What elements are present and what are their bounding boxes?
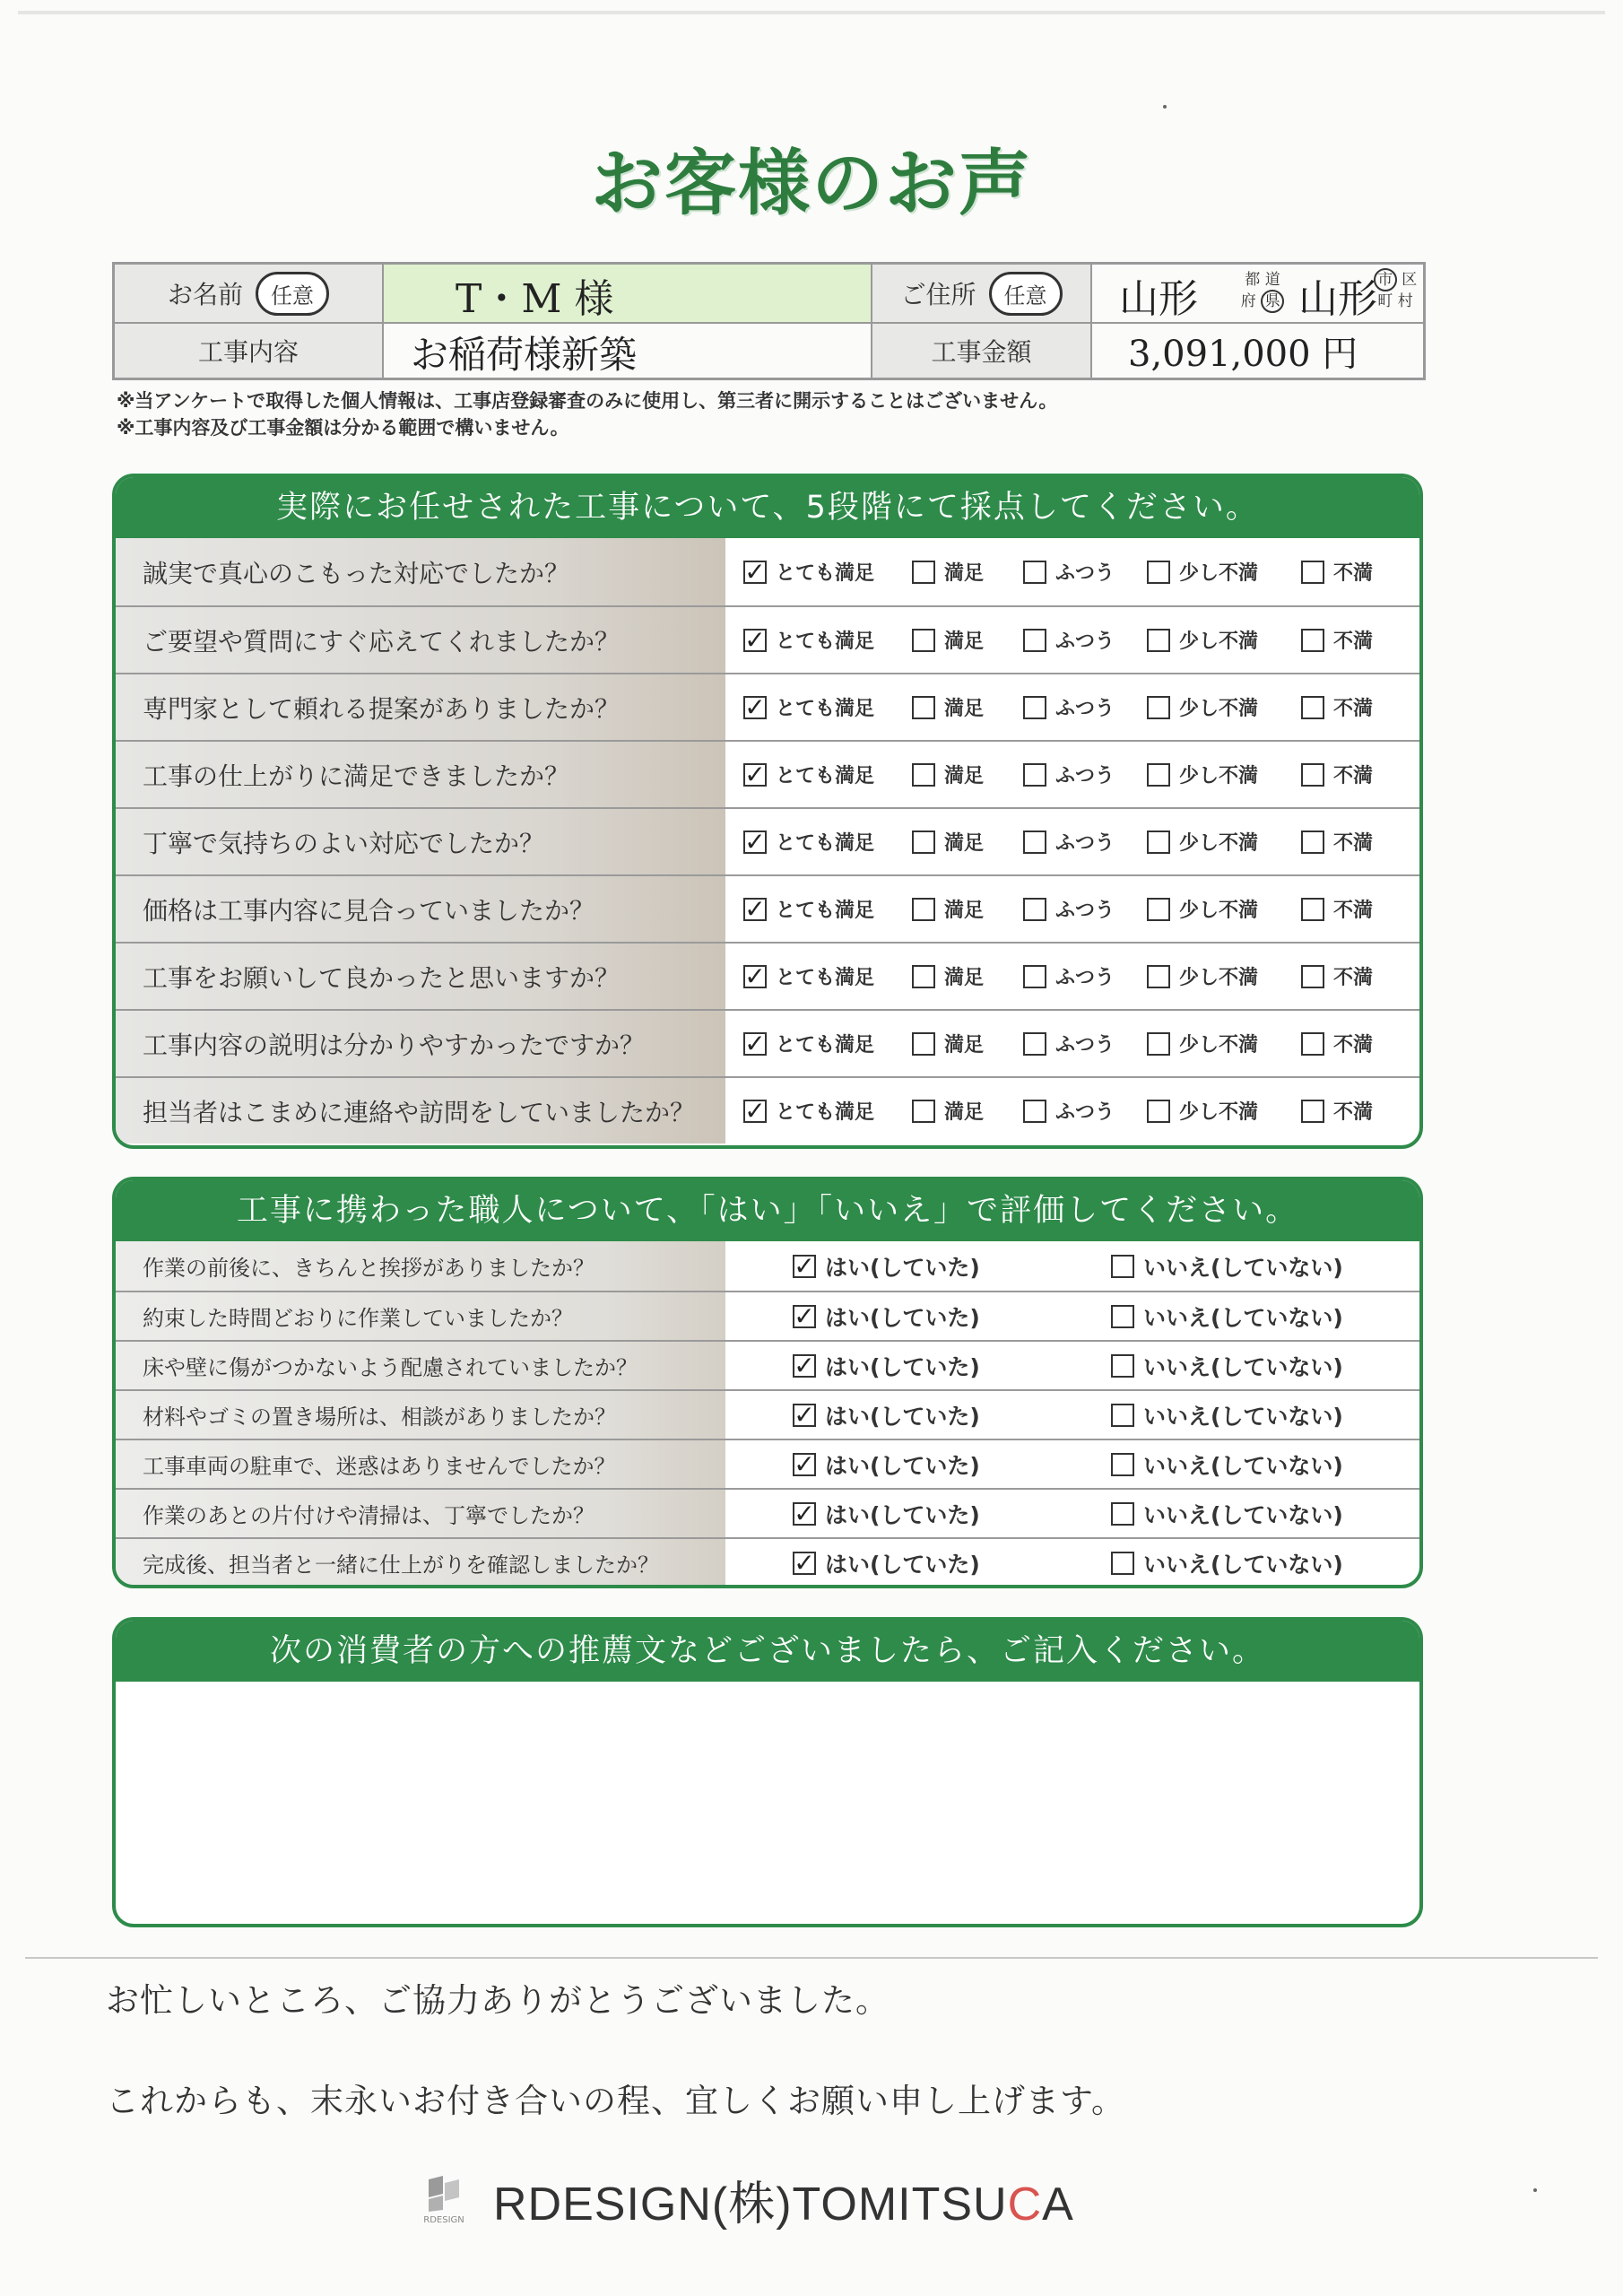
checkbox[interactable]: [1147, 965, 1170, 988]
rating-option[interactable]: [1301, 1097, 1373, 1125]
craftsman-row: [116, 1389, 1419, 1439]
rating-option[interactable]: [1301, 828, 1373, 856]
rating-row: [116, 673, 1419, 740]
work-value: お稲荷様新築: [411, 333, 638, 377]
rating-option-label: ふつう: [1055, 967, 1115, 989]
craftsman-question: 床や壁に傷がつかないよう配慮されていましたか？: [116, 1342, 725, 1389]
checkbox[interactable]: [912, 1100, 935, 1123]
checkbox[interactable]: [1301, 1100, 1324, 1123]
checkbox[interactable]: ✓: [744, 556, 766, 587]
rating-option[interactable]: [1301, 1030, 1373, 1057]
address-label-cell: [872, 265, 1092, 322]
craftsman-question: 作業のあとの片付けや清掃は、丁寧でしたか？: [116, 1490, 725, 1537]
prefecture-circled: 県: [1261, 290, 1284, 313]
customer-info-table: [112, 262, 1426, 380]
rating-option-label: 満足: [944, 967, 985, 989]
rating-option-label: とても満足: [776, 832, 875, 855]
rating-option-label: とても満足: [776, 1034, 875, 1057]
checkbox[interactable]: [1147, 1100, 1170, 1123]
rating-option-label: 不満: [1333, 967, 1374, 989]
no-option[interactable]: [1111, 1300, 1343, 1333]
rating-option[interactable]: [912, 626, 984, 654]
name-value: T・M 様: [456, 276, 614, 322]
rating-rows: [116, 538, 1419, 1144]
checkbox[interactable]: [1147, 1032, 1170, 1056]
checkbox[interactable]: [1111, 1502, 1134, 1526]
yes-label: はい(していた): [825, 1501, 980, 1528]
yes-label: はい(していた): [825, 1403, 980, 1430]
craftsman-row: [116, 1241, 1419, 1291]
craftsman-row: [116, 1439, 1419, 1488]
rating-option-label: とても満足: [776, 1101, 875, 1124]
rating-option[interactable]: [743, 761, 874, 788]
craftsman-section-heading: 工事に携わった職人について、「はい」「いいえ」で評価してください。: [116, 1180, 1419, 1241]
page-title: お客様のお声: [591, 142, 1032, 225]
rating-option[interactable]: [912, 828, 984, 856]
yes-label: はい(していた): [825, 1452, 980, 1479]
rating-option-label: とても満足: [776, 631, 875, 653]
checkbox[interactable]: [1111, 1354, 1134, 1378]
rating-option-label: ふつう: [1055, 765, 1115, 787]
checkbox[interactable]: ✓: [794, 1547, 815, 1578]
checkbox[interactable]: ✓: [794, 1448, 815, 1479]
rating-option-label: とても満足: [776, 900, 875, 922]
rating-option-label: とても満足: [776, 967, 875, 989]
rating-option[interactable]: [743, 626, 874, 654]
yes-option[interactable]: [793, 1250, 980, 1283]
checkbox[interactable]: ✓: [794, 1498, 815, 1528]
no-option[interactable]: [1111, 1250, 1343, 1283]
rating-option[interactable]: [912, 895, 984, 923]
company-accent-letter: C: [1007, 2179, 1043, 2231]
privacy-notes: [117, 387, 1057, 441]
rating-option-label: 少し不満: [1179, 562, 1259, 585]
rating-option-label: ふつう: [1055, 562, 1115, 585]
work-field[interactable]: [384, 324, 872, 378]
rating-option-label: 少し不満: [1179, 1034, 1259, 1057]
rating-question: 工事の仕上がりに満足できましたか？: [116, 742, 725, 807]
rating-section: [112, 474, 1423, 1149]
rating-option-label: とても満足: [776, 765, 875, 787]
checkbox[interactable]: ✓: [744, 759, 766, 789]
rating-option-label: 不満: [1333, 1034, 1374, 1057]
rating-option[interactable]: [743, 962, 874, 990]
craftsman-question: 完成後、担当者と一緒に仕上がりを確認しましたか？: [116, 1539, 725, 1587]
checkbox[interactable]: [1023, 831, 1046, 854]
rating-option-label: 少し不満: [1179, 900, 1259, 922]
craftsman-row: [116, 1488, 1419, 1537]
rating-question: 工事内容の説明は分かりやすかったですか？: [116, 1011, 725, 1076]
checkbox[interactable]: [1111, 1255, 1134, 1278]
craftsman-section: [112, 1177, 1423, 1588]
work-label-cell: [115, 324, 384, 378]
checkbox[interactable]: ✓: [744, 1095, 766, 1126]
rating-option[interactable]: [1301, 558, 1373, 586]
rating-option-label: ふつう: [1055, 900, 1115, 922]
rating-question: 丁寧で気持ちのよい対応でしたか？: [116, 809, 725, 874]
rating-option[interactable]: [1301, 761, 1373, 788]
rating-option-label: 満足: [944, 765, 985, 787]
checkbox[interactable]: ✓: [744, 624, 766, 655]
rating-option[interactable]: [1023, 1097, 1115, 1125]
optional-badge: 任意: [256, 272, 329, 316]
checkbox[interactable]: ✓: [744, 691, 766, 722]
craftsman-question: 材料やゴミの置き場所は、相談がありましたか？: [116, 1391, 725, 1439]
rating-option-label: 不満: [1333, 562, 1374, 585]
rating-option-label: ふつう: [1055, 832, 1115, 855]
yes-option[interactable]: [793, 1300, 980, 1333]
city-type-marks: 市 区 町 村: [1368, 268, 1422, 311]
rating-option[interactable]: [1023, 693, 1115, 721]
craftsman-row: [116, 1537, 1419, 1587]
rating-option[interactable]: [1023, 962, 1115, 990]
checkbox[interactable]: [1111, 1305, 1134, 1328]
prefecture-value: 山形: [1119, 276, 1198, 322]
rating-question: 工事をお願いして良かったと思いますか？: [116, 944, 725, 1009]
rating-option[interactable]: [1147, 1030, 1258, 1057]
rating-option[interactable]: [1023, 828, 1115, 856]
rating-option[interactable]: [1023, 626, 1115, 654]
rating-row: [116, 942, 1419, 1009]
rating-option[interactable]: [743, 693, 874, 721]
no-label: いいえ(していない): [1143, 1254, 1343, 1281]
yes-label: はい(していた): [825, 1551, 980, 1578]
rating-option-label: 満足: [944, 1034, 985, 1057]
recommendation-section-heading: 次の消費者の方への推薦文などございましたら、ご記入ください。: [116, 1621, 1419, 1682]
rating-option[interactable]: [743, 895, 874, 923]
checkbox[interactable]: [1111, 1552, 1134, 1575]
name-field[interactable]: [384, 265, 872, 322]
checkbox[interactable]: [1023, 1100, 1046, 1123]
yes-label: はい(していた): [825, 1254, 980, 1281]
checkbox[interactable]: [1147, 561, 1170, 584]
checkbox[interactable]: ✓: [744, 1028, 766, 1058]
closing-message: これからも、末永いお付き合いの程、宜しくお願い申し上げます。: [106, 2082, 1126, 2120]
checkbox[interactable]: ✓: [794, 1399, 815, 1430]
no-label: いいえ(していない): [1143, 1353, 1343, 1380]
rating-option[interactable]: [1147, 761, 1258, 788]
rating-option-label: 不満: [1333, 1101, 1374, 1124]
rating-row: [116, 874, 1419, 942]
craftsman-question: 約束した時間どおりに作業していましたか？: [116, 1292, 725, 1340]
rating-option[interactable]: [912, 693, 984, 721]
rating-option-label: 不満: [1333, 698, 1374, 720]
rating-option-label: 少し不満: [1179, 698, 1259, 720]
no-option[interactable]: [1111, 1399, 1343, 1431]
rating-option-label: 満足: [944, 1101, 985, 1124]
checkbox[interactable]: [1023, 696, 1046, 719]
rating-option[interactable]: [912, 1097, 984, 1125]
note-line: ※当アンケートで取得した個人情報は、工事店登録審査のみに使用し、第三者に開示することはございません。: [117, 390, 1058, 412]
checkbox[interactable]: [1023, 561, 1046, 584]
amount-value: 3,091,000 円: [1128, 334, 1358, 375]
rating-row: [116, 1076, 1419, 1144]
footer-brand: [421, 2166, 1074, 2233]
rating-option-label: 少し不満: [1179, 765, 1259, 787]
checkbox[interactable]: [1301, 831, 1324, 854]
rating-option-label: 不満: [1333, 631, 1374, 653]
rating-option-label: 満足: [944, 900, 985, 922]
rating-question: 担当者はこまめに連絡や訪問をしていましたか？: [116, 1078, 725, 1144]
company-logo: [421, 2174, 466, 2225]
no-option[interactable]: [1111, 1350, 1343, 1382]
scan-dot: [1163, 105, 1167, 109]
rating-option[interactable]: [1147, 828, 1258, 856]
recommendation-text-area[interactable]: [116, 1682, 1419, 1924]
rating-section-heading: 実際にお任せされた工事について、5段階にて採点してください。: [116, 477, 1419, 538]
rating-question: 誠実で真心のこもった対応でしたか？: [116, 538, 725, 605]
no-option[interactable]: [1111, 1448, 1343, 1481]
checkbox[interactable]: [1301, 763, 1324, 787]
yes-option[interactable]: [793, 1498, 980, 1530]
company-name: RDESIGN(株)TOMITSUCA: [493, 2179, 1074, 2231]
checkbox[interactable]: [1023, 629, 1046, 652]
rating-option-label: ふつう: [1055, 1101, 1115, 1124]
checkbox[interactable]: [1111, 1404, 1134, 1427]
yes-option[interactable]: [793, 1448, 980, 1481]
checkbox[interactable]: ✓: [744, 961, 766, 991]
rating-option-label: 不満: [1333, 832, 1374, 855]
checkbox[interactable]: [1301, 696, 1324, 719]
rating-option-label: 不満: [1333, 765, 1374, 787]
rating-option-label: 少し不満: [1179, 967, 1259, 989]
thanks-message: お忙しいところ、ご協力ありがとうございました。: [106, 1981, 890, 2020]
rdesign-logo-icon: [421, 2174, 466, 2213]
rating-option[interactable]: [912, 761, 984, 788]
optional-badge: 任意: [989, 272, 1063, 316]
note-line: ※工事内容及び工事金額は分かる範囲で構いません。: [117, 417, 569, 439]
rating-row: [116, 605, 1419, 673]
rating-option-label: 満足: [944, 832, 985, 855]
rating-option[interactable]: [912, 1030, 984, 1057]
no-label: いいえ(していない): [1143, 1551, 1343, 1578]
checkbox[interactable]: ✓: [744, 826, 766, 857]
rating-row: [116, 740, 1419, 807]
no-label: いいえ(していない): [1143, 1501, 1343, 1528]
checkbox[interactable]: [912, 629, 935, 652]
yes-option[interactable]: [793, 1350, 980, 1382]
rating-option[interactable]: [1023, 761, 1115, 788]
rating-option[interactable]: [1301, 626, 1373, 654]
rating-option[interactable]: [743, 1030, 874, 1057]
no-option[interactable]: [1111, 1547, 1343, 1579]
checkbox[interactable]: [1301, 1032, 1324, 1056]
name-label-cell: [115, 265, 384, 322]
rating-option[interactable]: [1301, 693, 1373, 721]
city-circled: 市: [1374, 268, 1397, 291]
checkbox[interactable]: [912, 696, 935, 719]
rating-option-label: 少し不満: [1179, 832, 1259, 855]
rating-option[interactable]: [1147, 962, 1258, 990]
amount-label-cell: [872, 324, 1092, 378]
prefecture-type-marks: 都 道 府 県: [1236, 270, 1289, 313]
no-option[interactable]: [1111, 1498, 1343, 1530]
scan-dot: [1533, 2188, 1537, 2192]
checkbox[interactable]: ✓: [794, 1350, 815, 1380]
yes-label: はい(していた): [825, 1304, 980, 1331]
checkbox[interactable]: ✓: [794, 1250, 815, 1281]
checkbox[interactable]: [1301, 965, 1324, 988]
logo-text: RDESIGN: [423, 2215, 464, 2225]
address-field[interactable]: [1092, 265, 1424, 322]
checkbox[interactable]: [1147, 696, 1170, 719]
rating-row: [116, 1009, 1419, 1076]
rating-option[interactable]: [912, 962, 984, 990]
checkbox[interactable]: [912, 1032, 935, 1056]
name-label: お名前: [167, 280, 243, 309]
rating-option[interactable]: [743, 828, 874, 856]
craftsman-rows: [116, 1241, 1419, 1587]
rating-option[interactable]: [1147, 626, 1258, 654]
rating-question: ご要望や質問にすぐ応えてくれましたか？: [116, 607, 725, 673]
checkbox[interactable]: [1023, 1032, 1046, 1056]
yes-option[interactable]: [793, 1399, 980, 1431]
rating-option-label: とても満足: [776, 698, 875, 720]
checkbox[interactable]: ✓: [794, 1300, 815, 1331]
rating-option-label: 少し不満: [1179, 631, 1259, 653]
rating-option[interactable]: [1147, 693, 1258, 721]
top-edge-line: [18, 11, 1605, 14]
rating-option[interactable]: [1147, 558, 1258, 586]
rating-option-label: 少し不満: [1179, 1101, 1259, 1124]
rating-option-label: とても満足: [776, 562, 875, 585]
rating-option[interactable]: [743, 1097, 874, 1125]
checkbox[interactable]: ✓: [744, 893, 766, 924]
checkbox[interactable]: [1301, 561, 1324, 584]
no-label: いいえ(していない): [1143, 1403, 1343, 1430]
footer-divider: [25, 1957, 1598, 1959]
checkbox[interactable]: [1023, 898, 1046, 921]
checkbox[interactable]: [912, 561, 935, 584]
rating-option[interactable]: [1023, 558, 1115, 586]
no-label: いいえ(していない): [1143, 1452, 1343, 1479]
rating-option-label: 満足: [944, 698, 985, 720]
rating-option[interactable]: [1301, 962, 1373, 990]
rating-option-label: ふつう: [1055, 1034, 1115, 1057]
rating-option-label: 満足: [944, 562, 985, 585]
checkbox[interactable]: [1147, 831, 1170, 854]
rating-option[interactable]: [1147, 1097, 1258, 1125]
craftsman-question: 作業の前後に、きちんと挨拶がありましたか？: [116, 1241, 725, 1291]
rating-row: [116, 807, 1419, 874]
yes-option[interactable]: [793, 1547, 980, 1579]
craftsman-row: [116, 1340, 1419, 1389]
checkbox[interactable]: [912, 831, 935, 854]
amount-field[interactable]: [1092, 324, 1424, 378]
craftsman-row: [116, 1291, 1419, 1340]
craftsman-question: 工事車両の駐車で、迷惑はありませんでしたか？: [116, 1440, 725, 1488]
recommendation-section: [112, 1617, 1423, 1927]
yes-label: はい(していた): [825, 1353, 980, 1380]
rating-option[interactable]: [1023, 1030, 1115, 1057]
checkbox[interactable]: [1111, 1453, 1134, 1476]
address-label: ご住所: [900, 280, 976, 309]
checkbox[interactable]: [912, 898, 935, 921]
checkbox[interactable]: [1147, 763, 1170, 787]
checkbox[interactable]: [1301, 629, 1324, 652]
checkbox[interactable]: [1301, 898, 1324, 921]
rating-option[interactable]: [1301, 895, 1373, 923]
city-value: 山形: [1298, 276, 1377, 322]
rating-question: 価格は工事内容に見合っていましたか？: [116, 876, 725, 942]
checkbox[interactable]: [1023, 965, 1046, 988]
rating-option[interactable]: [1147, 895, 1258, 923]
rating-option-label: 不満: [1333, 900, 1374, 922]
rating-option-label: ふつう: [1055, 698, 1115, 720]
rating-row: [116, 538, 1419, 605]
rating-option-label: 満足: [944, 631, 985, 653]
checkbox[interactable]: [1147, 898, 1170, 921]
rating-option-label: ふつう: [1055, 631, 1115, 653]
checkbox[interactable]: [1147, 629, 1170, 652]
rating-question: 専門家として頼れる提案がありましたか？: [116, 674, 725, 740]
checkbox[interactable]: [1023, 763, 1046, 787]
rating-option[interactable]: [912, 558, 984, 586]
rating-option[interactable]: [1023, 895, 1115, 923]
checkbox[interactable]: [912, 965, 935, 988]
work-label: 工事内容: [197, 337, 299, 367]
rating-option[interactable]: [743, 558, 874, 586]
no-label: いいえ(していない): [1143, 1304, 1343, 1331]
checkbox[interactable]: [912, 763, 935, 787]
amount-label: 工事金額: [931, 337, 1032, 367]
